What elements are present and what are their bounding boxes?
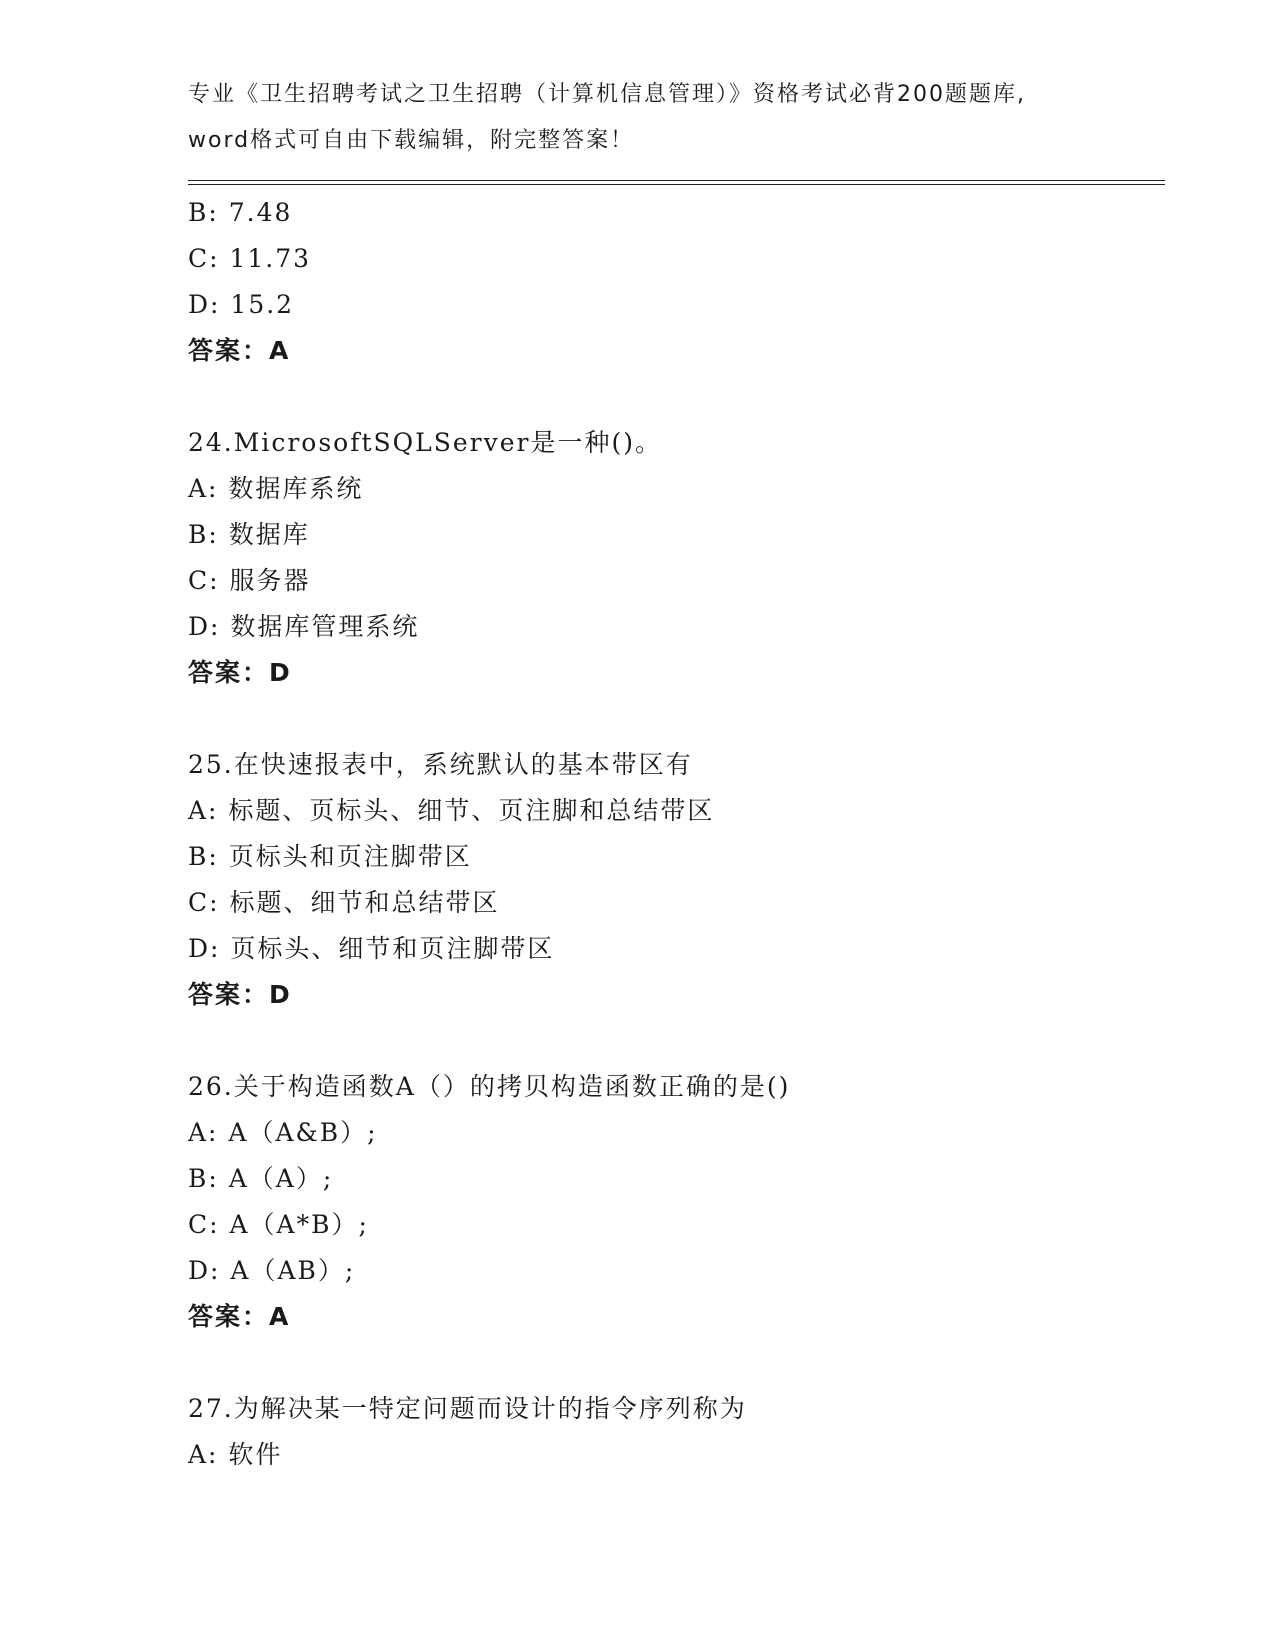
option-b: B: 页标头和页注脚带区 <box>188 842 472 871</box>
option-a: A: A（A&B）; <box>188 1118 378 1147</box>
option-c: C: 标题、细节和总结带区 <box>188 888 500 917</box>
option-b: B: 数据库 <box>188 520 310 549</box>
answer: 答案：D <box>188 658 292 687</box>
header-divider-top <box>188 180 1165 181</box>
question-23-continued <box>188 190 1168 374</box>
question-list <box>188 190 1168 1478</box>
question-stem: 27.为解决某一特定问题而设计的指令序列称为 <box>188 1394 747 1423</box>
option-b: B: 7.48 <box>188 198 293 227</box>
option-d: D: 页标头、细节和页注脚带区 <box>188 934 555 963</box>
option-c: C: A（A*B）; <box>188 1210 369 1239</box>
answer: 答案：A <box>188 336 291 365</box>
option-c: C: 11.73 <box>188 244 312 273</box>
option-a: A: 标题、页标头、细节、页注脚和总结带区 <box>188 796 715 825</box>
header-line-1: 专业《卫生招聘考试之卫生招聘（计算机信息管理）》资格考试必背200题题库, <box>188 82 1026 107</box>
question-25 <box>188 742 1168 1018</box>
option-d: D: 数据库管理系统 <box>188 612 420 641</box>
document-header <box>188 72 1088 164</box>
option-c: C: 服务器 <box>188 566 311 595</box>
question-26 <box>188 1064 1168 1340</box>
question-24 <box>188 420 1168 696</box>
question-stem: 24.MicrosoftSQLServer是一种()。 <box>188 428 663 457</box>
header-divider-bottom <box>188 184 1165 185</box>
option-a: A: 数据库系统 <box>188 474 364 503</box>
option-b: B: A（A）; <box>188 1164 334 1193</box>
option-d: D: A（AB）; <box>188 1256 356 1285</box>
option-a: A: 软件 <box>188 1440 283 1469</box>
question-stem: 26.关于构造函数A（）的拷贝构造函数正确的是() <box>188 1072 791 1101</box>
question-27 <box>188 1386 1168 1478</box>
answer: 答案：D <box>188 980 292 1009</box>
header-line-2: word格式可自由下载编辑，附完整答案！ <box>188 128 635 153</box>
question-stem: 25.在快速报表中，系统默认的基本带区有 <box>188 750 693 779</box>
answer: 答案：A <box>188 1302 291 1331</box>
option-d: D: 15.2 <box>188 290 295 319</box>
